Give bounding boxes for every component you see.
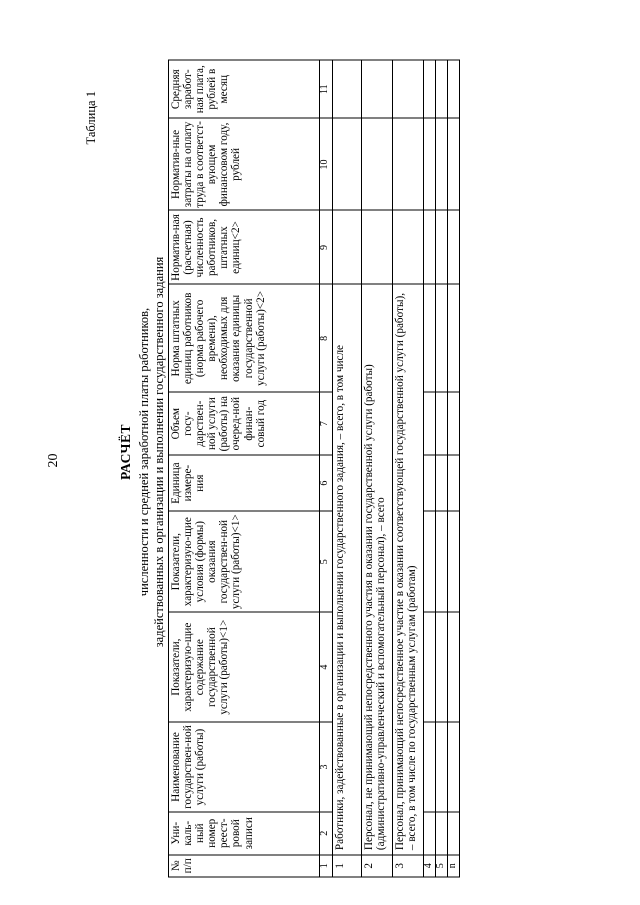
row-text: Работники, задействованные в организации и выполнении государственного задания, – всего, в том числе	[333, 285, 362, 855]
row-number: 1	[333, 855, 362, 877]
column-number: 7	[320, 392, 333, 455]
row-number: n	[448, 855, 460, 877]
page-number: 20	[46, 453, 61, 468]
table-row	[448, 60, 460, 877]
column-number: 6	[320, 455, 333, 511]
header-cell: Средняя заработ-ная плата, рублей в месяц	[169, 60, 320, 118]
column-number: 4	[320, 612, 333, 722]
column-number: 10	[320, 118, 333, 210]
column-number: 5	[320, 511, 333, 612]
header-cell: Норма штатных единиц работников (норма рабочего времени), необходимых для оказания единицы государственной услуги (работы)<2>	[169, 285, 320, 393]
column-number: 3	[320, 722, 333, 812]
header-cell: Объем госу-дарствен-ной услуги (работы) на очеред-ной финан-совый год	[169, 392, 320, 455]
table-row	[362, 60, 393, 877]
header-cell: Норматив-ные затраты на оплату труда в соответст-вующем финансовом году, рублей	[169, 118, 320, 210]
document-subtitle-line1: численности и средней заработной платы работников,	[137, 307, 151, 597]
column-number: 8	[320, 285, 333, 393]
column-number: 11	[320, 60, 333, 118]
table-row	[424, 60, 436, 877]
table-label: Таблица 1	[84, 91, 98, 145]
row-number: 3	[393, 855, 424, 877]
column-number: 9	[320, 210, 333, 284]
calculation-table	[168, 60, 460, 878]
header-cell: № п/п	[169, 855, 320, 877]
row-number: 5	[436, 855, 448, 877]
header-row	[169, 60, 320, 877]
header-cell: Единица измере-ния	[169, 455, 320, 511]
header-cell: Уни-каль-ный номер реест-ровой записи	[169, 812, 320, 855]
header-cell: Норматив-ная (расчетная) численность работников, штатных единиц<2>	[169, 210, 320, 284]
document-title: РАСЧЁТ	[118, 424, 133, 480]
table-row	[436, 60, 448, 877]
row-number: 4	[424, 855, 436, 877]
table-row	[333, 60, 362, 877]
row-number: 2	[362, 855, 393, 877]
table-row	[393, 60, 424, 877]
column-number: 1	[320, 855, 333, 877]
row-text: Персонал, принимающий непосредственное участие в оказании соответствующей государственной услуги (работы), – всего, в том числе по государственным услугам (работам)	[393, 285, 424, 855]
header-cell: Наименование государствен-ной услуги (работы)	[169, 722, 320, 812]
column-number-row	[320, 60, 333, 877]
document-subtitle-line2: задействованных в организации и выполнении государственного задания	[152, 256, 166, 648]
header-cell: Показатели, характеризую-щие содержание государственной услуги (работы)<1>	[169, 612, 320, 722]
header-cell: Показатели, характеризую-щие условия (формы) оказания государствен-ной услуги (работы)<1>	[169, 511, 320, 612]
row-text: Персонал, не принимающий непосредственного участия в оказании государственной услуги (работы) (административно-управленческий и вспомогательный персонал), – всего	[362, 285, 393, 855]
column-number: 2	[320, 812, 333, 855]
